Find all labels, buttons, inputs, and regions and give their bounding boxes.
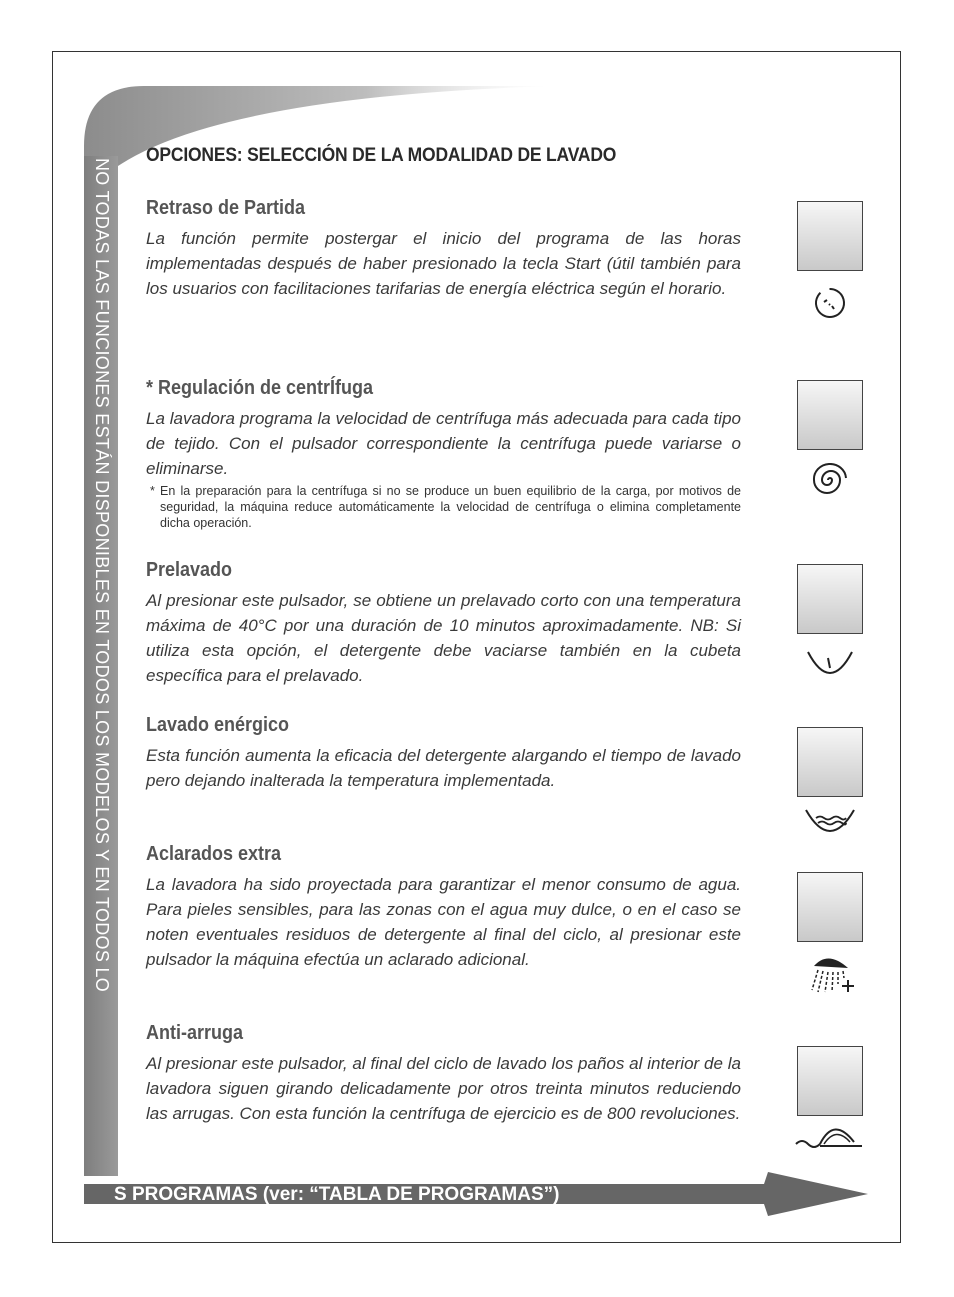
section-retraso	[146, 197, 741, 301]
page-title: OPCIONES: SELECCIÓN DE LA MODALIDAD DE LAVADO	[146, 145, 617, 166]
anti-crease-button[interactable]	[797, 1046, 863, 1116]
delay-start-button[interactable]	[797, 201, 863, 271]
prewash-button[interactable]	[797, 564, 863, 634]
section-anti-arruga	[146, 1022, 741, 1126]
section-prelavado	[146, 559, 741, 688]
section-body: La lavadora programa la velocidad de centrífuga más adecuada para cada tipo de tejido. Con el pulsador correspondiente la centrífuga puede variarse o eliminarse.	[146, 409, 741, 478]
extra-rinse-button[interactable]	[797, 872, 863, 942]
section-body: Al presionar este pulsador, al final del ciclo de lavado los paños al interior de la lavadora siguen girando delicadamente por otros treinta minutos reduciendo las arrugas. Con esta función la centrífuga de ejercicio es de 800 revoluciones.	[146, 1054, 741, 1123]
spin-speed-button[interactable]	[797, 380, 863, 450]
prewash-tub-icon	[806, 648, 854, 680]
side-vertical-text-container	[88, 158, 118, 1188]
intensive-wash-icon	[804, 808, 856, 838]
extra-rinse-shower-icon	[804, 954, 856, 998]
section-aclarados-extra	[146, 843, 741, 972]
section-body: La función permite postergar el inicio del programa de las horas implementadas después de haber presionado la tecla Start (útil también para los usuarios con facilitaciones tarifarias de energía eléctrica según el horario.	[146, 229, 741, 298]
section-centrifuga	[146, 377, 741, 531]
section-lavado-energico	[146, 714, 741, 793]
section-heading: Lavado enérgico	[146, 714, 290, 736]
section-heading: Aclarados extra	[146, 843, 282, 865]
clock-delay-icon	[812, 285, 848, 321]
intensive-wash-button[interactable]	[797, 727, 863, 797]
section-heading: Prelavado	[146, 559, 233, 581]
side-vertical-text: NO TODAS LAS FUNCIONES ESTÁN DISPONIBLES EN TODOS LOS MODELOS Y EN TODOS LO	[92, 158, 112, 993]
section-body: Al presionar este pulsador, se obtiene un prelavado corto con una temperatura máxima de 40°C por una duración de 10 minutos aproximadamente. NB: Si utiliza esta opción, el detergente debe vaciarse también en la cubeta específica para el prelavado.	[146, 591, 741, 685]
section-body: La lavadora ha sido proyectada para garantizar el menor consumo de agua. Para pieles sensibles, para las zonas con el agua muy dulce, o en el caso se noten eventuales residuos de detergente al final del ciclo, al presionar este pulsador la máquina efectúa un aclarado adicional.	[146, 875, 741, 969]
spin-spiral-icon	[808, 463, 852, 497]
section-heading: Anti-arruga	[146, 1022, 244, 1044]
section-heading: * Regulación de centrÍfuga	[146, 377, 374, 399]
section-body: Esta función aumenta la eficacia del detergente alargando el tiempo de lavado pero dejando inalterada la temperatura implementada.	[146, 746, 741, 790]
section-heading: Retraso de Partida	[146, 197, 306, 219]
bottom-programs-label: S PROGRAMAS (ver: “TABLA DE PROGRAMAS”)	[114, 1184, 560, 1205]
section-footnote: * En la preparación para la centrífuga si no se produce un buen equilibrio de la carga, por motivos de seguridad, la máquina reduce automáticamente la velocidad de centrífuga o elimina completamente dicha operación.	[150, 484, 741, 530]
anti-crease-icon	[794, 1120, 864, 1152]
